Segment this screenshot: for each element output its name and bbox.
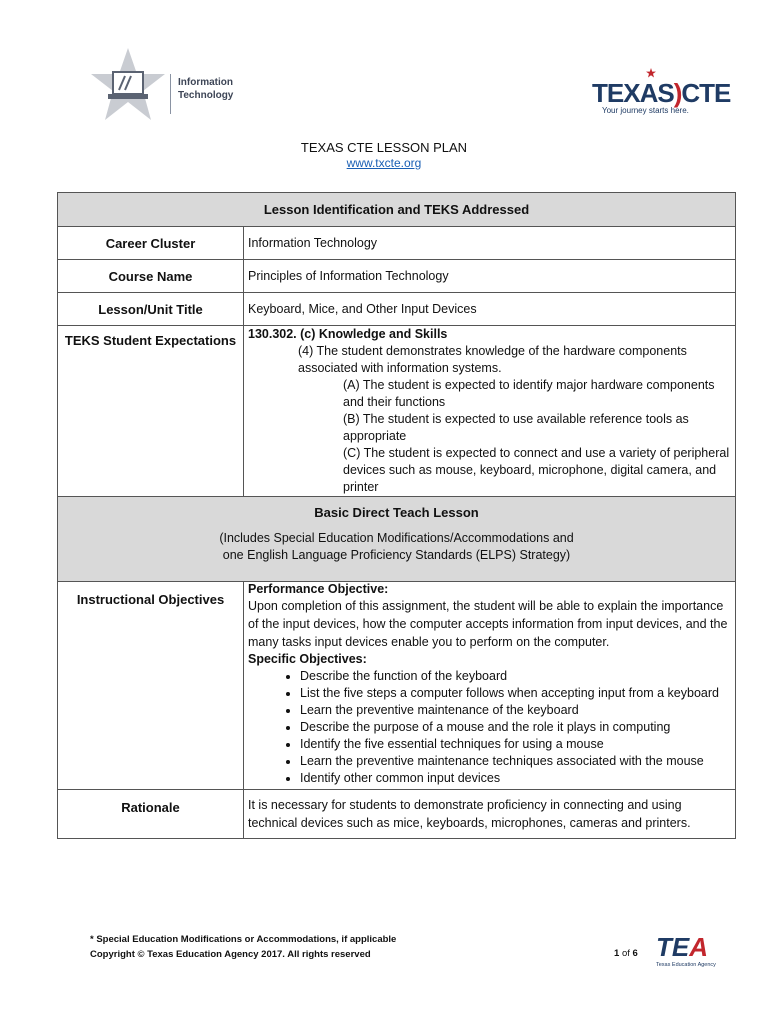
logo-word-texas: TEXAS [592, 78, 674, 108]
page-number: 1 of 6 [614, 948, 638, 959]
specific-objectives-list [248, 668, 731, 787]
teks-expectation-a: (A) The student is expected to identify major hardware components and their functions [343, 378, 715, 409]
section-header-basic-direct-teach [58, 497, 736, 582]
list-item: • Identify other common input devices [300, 770, 731, 787]
copyright-note: Copyright © Texas Education Agency 2017. All rights reserved [90, 949, 371, 960]
tea-logo [656, 932, 718, 970]
teks-expectation-b: (B) The student is expected to use available reference tools as appropriate [343, 412, 689, 443]
row-label: Career Cluster [58, 227, 244, 260]
table-row [58, 260, 736, 293]
rationale-text: It is necessary for students to demonstrate proficiency in connecting and using technical devices such as mice, keyboards, microphones, cameras and printers. [244, 790, 736, 839]
tea-logo-word-te: TE [656, 932, 690, 962]
teks-expectation-c: (C) The student is expected to connect and use a variety of peripheral devices such as mouse, keyboard, microphone, digital camera, and printer [343, 446, 730, 494]
row-value: Principles of Information Technology [244, 260, 736, 293]
row-label: Course Name [58, 260, 244, 293]
list-item: • Learn the preventive maintenance techniques associated with the mouse [300, 753, 731, 770]
basic-lesson-title: Basic Direct Teach Lesson [314, 505, 479, 520]
table-row [58, 293, 736, 326]
logo-swoosh: ) [673, 78, 682, 108]
list-item: • List the five steps a computer follows when accepting input from a keyboard [300, 685, 731, 702]
lesson-plan-table [57, 192, 736, 839]
teks-row [58, 326, 736, 497]
teks-content [244, 326, 736, 497]
teks-title: 130.302. (c) Knowledge and Skills [248, 327, 448, 341]
teks-label: TEKS Student Expectations [58, 326, 244, 497]
tea-logo-subtitle: Texas Education Agency [656, 962, 716, 968]
list-item: • Identify the five essential techniques for using a mouse [300, 736, 731, 753]
rationale-row [58, 790, 736, 839]
row-label: Lesson/Unit Title [58, 293, 244, 326]
basic-lesson-subtitle: (Includes Special Education Modifications/Accommodations and one English Language Proficiency Standards (ELPS) Strategy) [219, 531, 574, 562]
website-link[interactable]: www.txcte.org [346, 156, 422, 170]
teks-standard-4: (4) The student demonstrates knowledge of the hardware components associated with information systems. [298, 344, 687, 375]
section-header-lesson-identification: Lesson Identification and TEKS Addressed [58, 193, 736, 227]
row-value: Information Technology [244, 227, 736, 260]
star-laptop-icon [88, 46, 168, 124]
list-item: • Describe the purpose of a mouse and the role it plays in computing [300, 719, 731, 736]
performance-objective-text: Upon completion of this assignment, the student will be able to explain the importance of the input devices, how the computer accepts information from input devices, and the many tasks input devices enable you to perform on the computer. [248, 599, 728, 649]
information-technology-logo [88, 46, 248, 124]
document-title: TEXAS CTE LESSON PLAN [300, 140, 468, 155]
list-item: • Describe the function of the keyboard [300, 668, 731, 685]
list-item: • Learn the preventive maintenance of the keyboard [300, 702, 731, 719]
objectives-label: Instructional Objectives [58, 582, 244, 790]
star-icon [646, 68, 656, 78]
specific-objectives-title: Specific Objectives: [248, 652, 367, 666]
footer-notes [90, 932, 396, 962]
performance-objective-title: Performance Objective: [248, 582, 389, 596]
logo-word-cte: CTE [681, 78, 731, 108]
table-row [58, 227, 736, 260]
logo-tagline: Your journey starts here. [602, 106, 689, 115]
texas-cte-logo [590, 68, 731, 118]
row-value: Keyboard, Mice, and Other Input Devices [244, 293, 736, 326]
rationale-label: Rationale [58, 790, 244, 839]
special-education-note: * Special Education Modifications or Accommodations, if applicable [90, 934, 397, 945]
objectives-row [58, 582, 736, 790]
objectives-content [244, 582, 736, 790]
tea-logo-word-a: A [689, 932, 709, 962]
logo-label: Information Technology [178, 77, 234, 101]
logo-divider [170, 74, 171, 114]
